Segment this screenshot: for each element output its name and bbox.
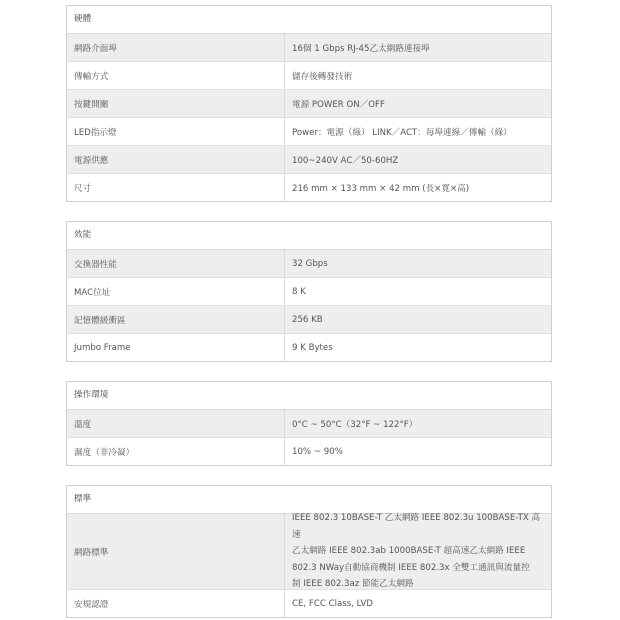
spec-value-line: 乙太網路 IEEE 802.3ab 1000BASE-T 超高速乙太網路 IEEE <box>292 546 526 557</box>
table-row <box>67 146 551 174</box>
spec-value-line: IEEE 802.3 10BASE-T 乙太網路 IEEE 802.3u 100BASE-TX 高速 <box>292 513 541 540</box>
spec-label: 網路介面埠 <box>67 34 285 61</box>
spec-label: 尺寸 <box>67 174 285 201</box>
hardware-spec-table <box>66 5 552 202</box>
table-row <box>67 250 551 278</box>
spec-label: 溫度 <box>67 410 285 437</box>
spec-value: 電源 POWER ON／OFF <box>292 99 385 110</box>
environment-spec-table <box>66 381 552 466</box>
spec-label: MAC位址 <box>67 278 285 305</box>
spec-label: Jumbo Frame <box>67 334 285 361</box>
spec-label: 記憶體緩衝區 <box>67 306 285 333</box>
spec-label: 網路標準 <box>67 514 285 589</box>
table-row <box>67 438 551 465</box>
spec-value-line: 制 IEEE 802.3az 節能乙太網路 <box>292 579 414 590</box>
spec-value: 216 mm × 133 mm × 42 mm (長×寬×高) <box>292 183 470 194</box>
table-row <box>67 62 551 90</box>
spec-value: 256 KB <box>292 314 323 325</box>
spec-value: CE, FCC Class, LVD <box>292 598 373 609</box>
table-row <box>67 174 551 201</box>
section-title: 操作環境 <box>67 382 551 410</box>
section-title: 效能 <box>67 222 551 250</box>
spec-label: 交換器性能 <box>67 250 285 277</box>
table-row <box>67 306 551 334</box>
spec-value: 8 K <box>292 286 306 297</box>
spec-value: 9 K Bytes <box>292 342 333 353</box>
table-row <box>67 278 551 306</box>
spec-value: 10% ~ 90% <box>292 446 343 457</box>
standards-spec-table <box>66 485 552 618</box>
spec-label: 電源供應 <box>67 146 285 173</box>
spec-value: 儲存後轉發技術 <box>292 71 353 82</box>
spec-value: Power：電源（綠） LINK／ACT：每埠連線／傳輸（綠） <box>292 127 512 138</box>
spec-value <box>285 514 551 589</box>
table-row <box>67 410 551 438</box>
spec-label: 按鍵開關 <box>67 90 285 117</box>
spec-label: 濕度（非冷凝） <box>67 438 285 465</box>
section-title: 標準 <box>67 486 551 514</box>
table-row <box>67 90 551 118</box>
spec-value: 100~240V AC／50-60HZ <box>292 155 399 166</box>
table-row <box>67 334 551 361</box>
spec-value: 16個 1 Gbps RJ-45乙太網路連接埠 <box>292 43 430 54</box>
table-row <box>67 34 551 62</box>
spec-label: 安規認證 <box>67 590 285 617</box>
spec-label: LED指示燈 <box>67 118 285 145</box>
table-row <box>67 514 551 590</box>
spec-value-line: 802.3 NWay自動協商機制 IEEE 802.3x 全雙工通訊與流量控 <box>292 562 530 573</box>
spec-value: 32 Gbps <box>292 258 328 269</box>
table-row <box>67 118 551 146</box>
table-row <box>67 590 551 617</box>
spec-label: 傳輸方式 <box>67 62 285 89</box>
performance-spec-table <box>66 221 552 362</box>
section-title: 硬體 <box>67 6 551 34</box>
spec-value: 0°C ~ 50°C（32°F ~ 122°F） <box>292 419 418 430</box>
